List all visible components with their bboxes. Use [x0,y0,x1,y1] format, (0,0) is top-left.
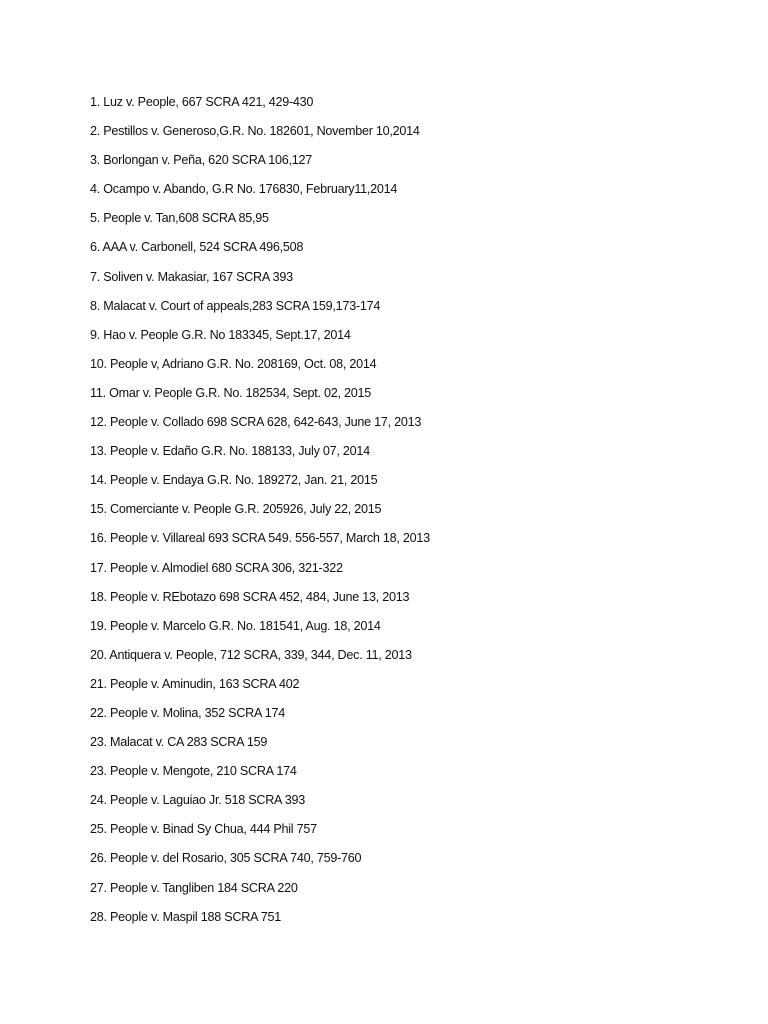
citation-item: 26. People v. del Rosario, 305 SCRA 740, 759-760 [90,851,362,866]
citation-item: 3. Borlongan v. Peña, 620 SCRA 106,127 [90,153,313,168]
citation-item: 28. People v. Maspil 188 SCRA 751 [90,909,282,924]
citation-item: 4. Ocampo v. Abando, G.R No. 176830, February11,2014 [90,182,398,197]
citation-item: 25. People v. Binad Sy Chua, 444 Phil 757 [90,822,317,837]
citation-item: 21. People v. Aminudin, 163 SCRA 402 [90,676,300,691]
citation-item: 6. AAA v. Carbonell, 524 SCRA 496,508 [90,240,304,255]
citation-item: 14. People v. Endaya G.R. No. 189272, Jan. 21, 2015 [90,473,378,488]
citation-item: 16. People v. Villareal 693 SCRA 549. 556-557, March 18, 2013 [90,531,430,546]
citation-item: 24. People v. Laguiao Jr. 518 SCRA 393 [90,793,306,808]
citation-item: 12. People v. Collado 698 SCRA 628, 642-643, June 17, 2013 [90,415,422,430]
citation-item: 13. People v. Edaño G.R. No. 188133, July 07, 2014 [90,444,370,459]
citation-item: 15. Comerciante v. People G.R. 205926, July 22, 2015 [90,502,382,517]
citation-item: 9. Hao v. People G.R. No 183345, Sept.17, 2014 [90,327,351,342]
citation-item: 5. People v. Tan,608 SCRA 85,95 [90,211,269,226]
citation-item: 18. People v. REbotazo 698 SCRA 452, 484, June 13, 2013 [90,589,410,604]
citation-item: 17. People v. Almodiel 680 SCRA 306, 321-322 [90,560,343,575]
citation-item: 27. People v. Tangliben 184 SCRA 220 [90,880,298,895]
citation-item: 23. People v. Mengote, 210 SCRA 174 [90,764,297,779]
citation-item: 10. People v, Adriano G.R. No. 208169, Oct. 08, 2014 [90,356,377,371]
citation-item: 2. Pestillos v. Generoso,G.R. No. 182601, November 10,2014 [90,124,420,139]
citation-item: 22. People v. Molina, 352 SCRA 174 [90,705,285,720]
citation-item: 11. Omar v. People G.R. No. 182534, Sept. 02, 2015 [90,385,372,400]
citation-item: 1. Luz v. People, 667 SCRA 421, 429-430 [90,95,314,109]
citation-item: 20. Antiquera v. People, 712 SCRA, 339, 344, Dec. 11, 2013 [90,647,412,662]
citation-list [90,93,430,937]
citation-item: 23. Malacat v. CA 283 SCRA 159 [90,735,268,750]
citation-item: 19. People v. Marcelo G.R. No. 181541, Aug. 18, 2014 [90,618,381,633]
citation-item: 8. Malacat v. Court of appeals,283 SCRA 159,173-174 [90,298,381,313]
citation-item: 7. Soliven v. Makasiar, 167 SCRA 393 [90,269,293,284]
